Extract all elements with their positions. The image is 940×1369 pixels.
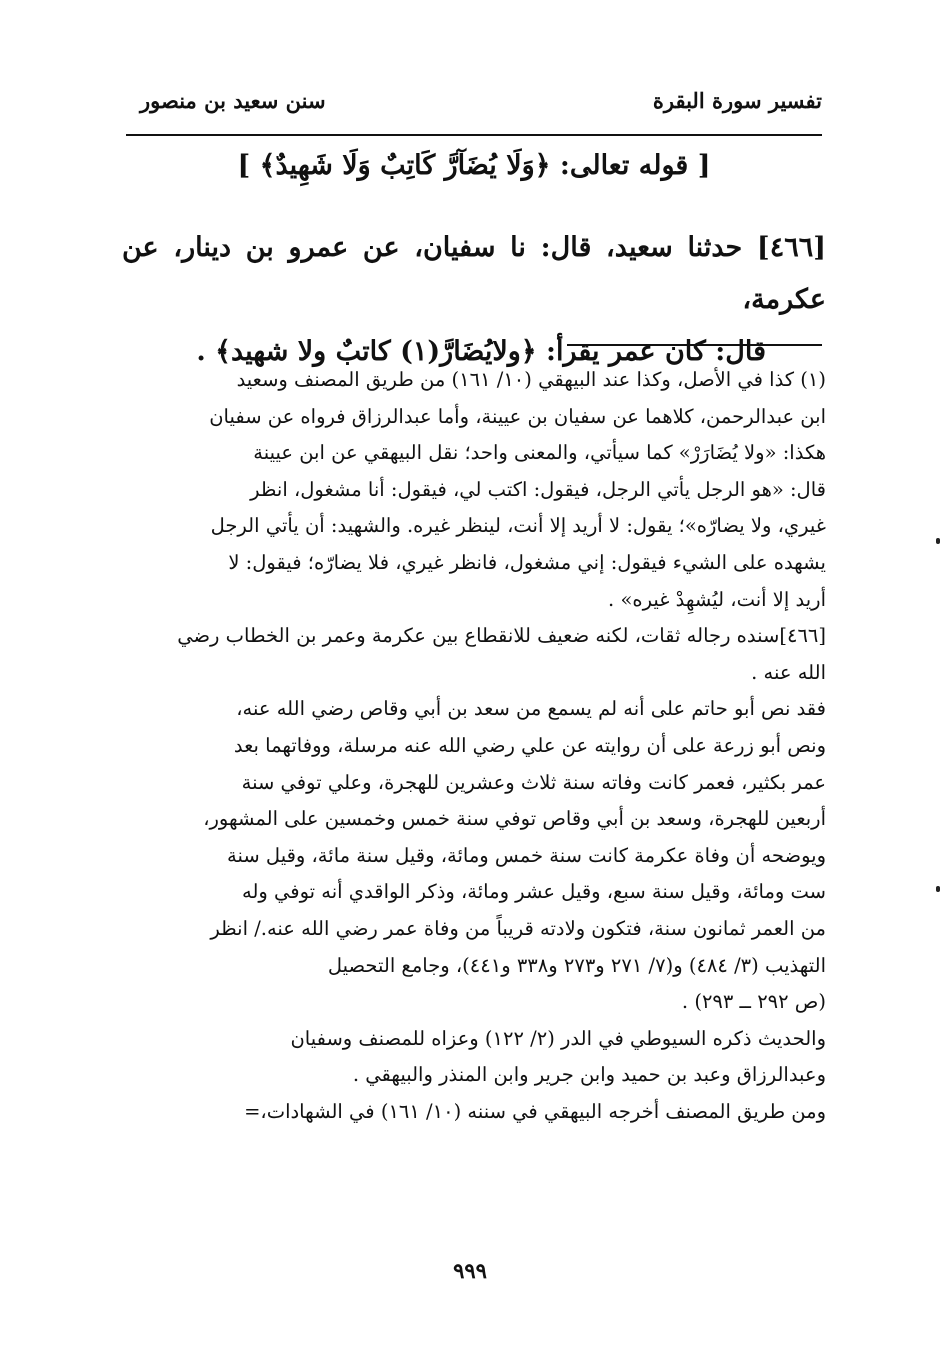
header-book-title: سنن سعيد بن منصور [140,88,326,113]
header-rule [126,134,822,136]
footnote-line: عمر بكثير، فعمر كانت وفاته سنة ثلاث وعشرين للهجرة، وعلي توفي سنة [241,770,826,794]
footnote-line: يشهده على الشيء فيقول: إني مشغول، فانظر غيري، فلا يضارّه؛ فيقول: لا [228,550,826,574]
footnote-line: ونص أبو زرعة على أن روايته عن علي رضي الله عنه مرسلة، ووفاتهما بعد [233,733,826,757]
page-number: ٩٩٩ [453,1258,487,1283]
footnote-continued [118,1094,826,1131]
footnote-line: وعبدالرزاق وعبد بن حميد وابن جرير وابن المنذر والبيهقي . [352,1063,826,1087]
footnote-line: (ص ٢٩٢ ــ ٢٩٣) . [681,990,826,1014]
footnote-line: التهذيب (٣/ ٤٨٤) و(٧/ ٢٧١ و٢٧٣ و٣٣٨ و٤٤١)، وجامع التحصيل [327,953,826,977]
footnote-line: هكذا: «ولا يُضَارَرْ» كما سيأتي، والمعنى واحد؛ نقل البيهقي عن ابن عيينة [253,441,826,465]
header-surah-title: تفسير سورة البقرة [652,88,822,113]
footnote-line: قال: «هو الرجل يأتي الرجل، فيقول: اكتب لي، فيقول: أنا مشغول، انظر [250,477,826,501]
footnote-466 [118,618,826,691]
footnote-line: ست ومائة، وقيل سنة سبع، وقيل عشر ومائة، وذكر الواقدي أنه توفي وله [242,880,826,904]
footnote-line: الله عنه . [751,660,826,684]
footnote-line: ويوضحه أن وفاة عكرمة كانت سنة خمس ومائة، وقيل سنة مائة، وقيل سنة [227,843,826,867]
footnote-1 [118,362,826,618]
page-header [140,88,822,124]
scan-edge-mark [936,538,940,544]
footnote-line: أريد إلا أنت، ليُشهِدْ غيره» . [608,587,826,611]
footnote-line: فقد نص أبو حاتم على أنه لم يسمع من سعد بن أبي وقاص رضي الله عنه، [236,697,826,721]
hadith-line-2: قال: كان عمر يقرأ: ﴿ولايُضَارَّ(١) كاتبٌ ولا شهيد﴾ . [196,336,766,367]
footnote-sources [118,1021,826,1094]
footnote-rule [567,344,822,346]
footnote-line: غيري، ولا يضارّه»؛ يقول: لا أريد إلا أنت، لينظر غيره. والشهيد: أن يأتي الرجل [210,514,826,538]
footnotes [118,362,826,1130]
footnote-line: [٤٦٦]سنده رجاله ثقات، لكنه ضعيف للانقطاع بين عكرمة وعمر بن الخطاب رضي [177,624,826,648]
hadith-line-1: [٤٦٦] حدثنا سعيد، قال: نا سفيان، عن عمرو بن دينار، عن عكرمة، [122,232,826,315]
footnote-line: أربعين للهجرة، وسعد بن أبي وقاص توفي سنة خمس وخمسين على المشهور، [203,807,826,831]
footnote-line: ابن عبدالرحمن، كلاهما عن سفيان بن عيينة، وأما عبدالرزاق فرواه عن سفيان [209,404,826,428]
footnote-line: والحديث ذكره السيوطي في الدر (٢/ ١٢٢) وعزاه للمصنف وسفيان [290,1026,826,1050]
scan-edge-mark [936,886,940,892]
section-heading: [ قوله تعالى: ﴿وَلَا يُضَآرَّ كَاتِبٌ وَلَا شَهِيدٌ﴾ ] [237,150,711,181]
footnote-discussion [118,691,826,1020]
footnote-line: ومن طريق المصنف أخرجه البيهقي في سننه (١٠/ ١٦١) في الشهادات،= [244,1099,826,1123]
hadith-text [122,222,826,378]
footnote-line: من العمر ثمانون سنة، فتكون ولادته قريباً من وفاة عمر رضي الله عنه./ انظر [210,916,826,940]
footnote-line: (١) كذا في الأصل، وكذا عند البيهقي (١٠/ ١٦١) من طريق المصنف وسعيد [236,368,826,391]
